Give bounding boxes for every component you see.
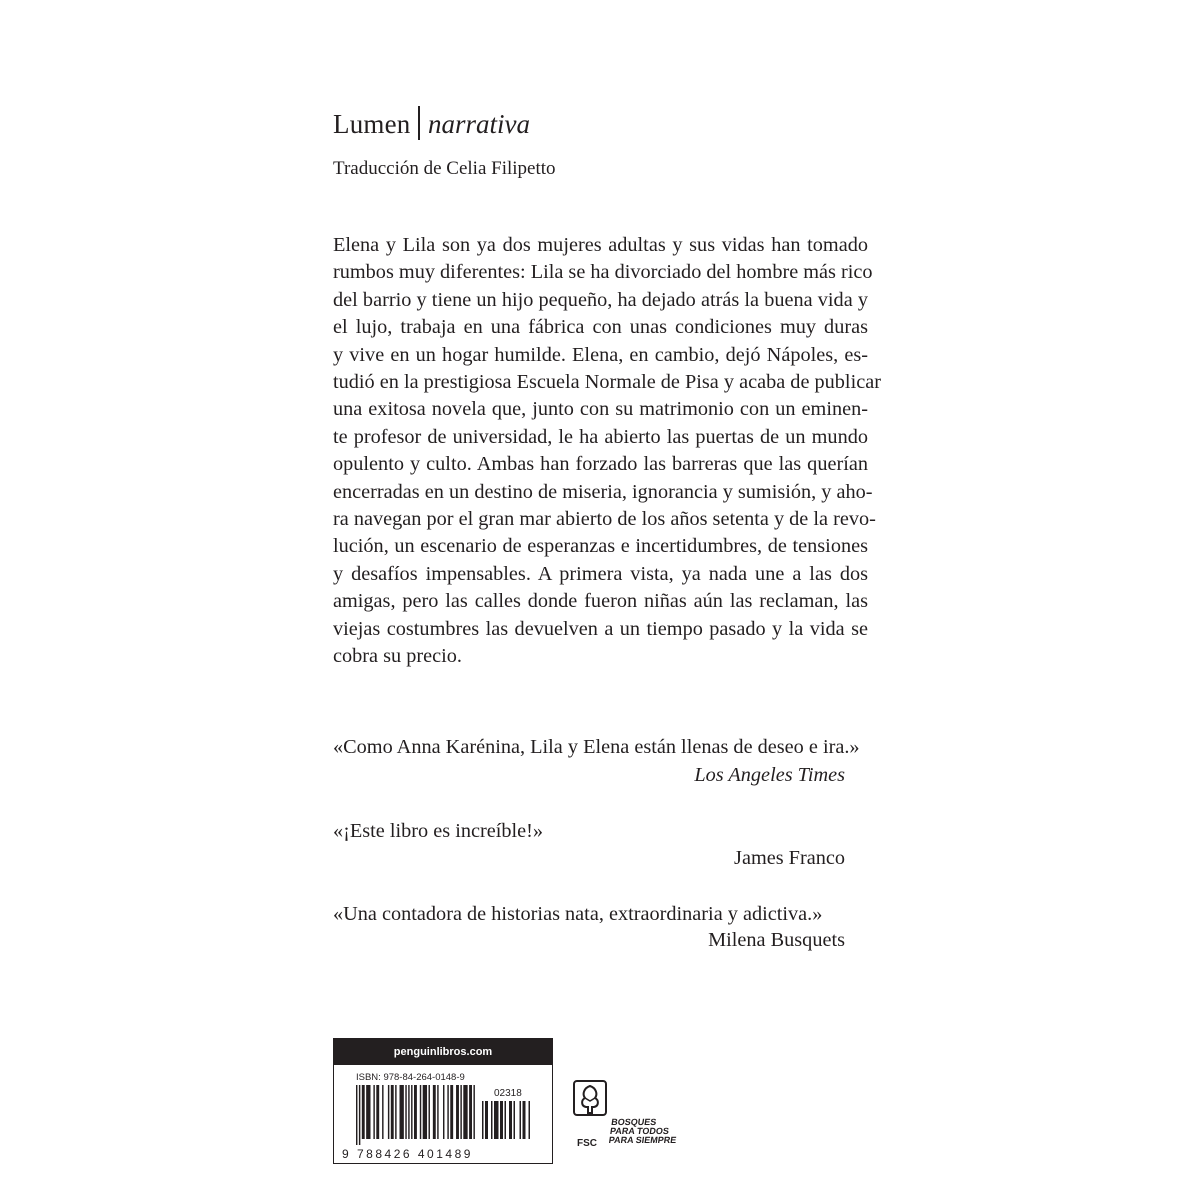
barcode-bar <box>456 1085 459 1139</box>
barcode-bars <box>356 1085 476 1147</box>
blurb-quote: «¡Este libro es increíble!» <box>333 820 544 842</box>
synopsis-line: Elena y Lila son ya dos mujeres adultas y sus vidas han tomado <box>333 234 868 256</box>
barcode-bar <box>529 1101 531 1139</box>
synopsis-line: ra navegan por el gran mar abierto de los años setenta y de la revo- <box>333 508 876 531</box>
synopsis-line: una exitosa novela que, junto con su matrimonio con un eminen- <box>333 398 868 421</box>
imprint <box>333 106 530 141</box>
barcode-bar <box>433 1085 436 1139</box>
synopsis-line: te profesor de universidad, le ha abierto las puertas de un mundo <box>333 425 868 448</box>
synopsis-line: lución, un escenario de esperanzas e incertidumbres, de tensiones <box>333 535 868 558</box>
barcode-bar <box>400 1085 404 1139</box>
barcode-bar <box>420 1085 421 1139</box>
barcode-bar <box>359 1085 360 1145</box>
barcode-bar <box>491 1101 493 1139</box>
barcode-bar <box>405 1085 406 1139</box>
barcode-bar <box>411 1085 412 1139</box>
synopsis-line: amigas, pero las calles donde fueron niñas aún las reclaman, las <box>333 590 868 613</box>
synopsis-line: del barrio y tiene un hijo pequeño, ha dejado atrás la buena vida y <box>333 288 868 311</box>
barcode-bar <box>443 1085 444 1139</box>
barcode-bar <box>520 1101 522 1139</box>
translator-credit: Traducción de Celia Filipetto <box>333 158 556 179</box>
barcode-bar <box>500 1101 503 1139</box>
synopsis-line: cobra su precio. <box>333 645 462 668</box>
synopsis-line: y desafíos impensables. A primera vista, ya nada une a las dos <box>333 562 868 585</box>
barcode-bar <box>366 1085 370 1139</box>
barcode-digits: 9 788426 401489 <box>342 1147 473 1161</box>
synopsis-line: viejas costumbres las devuelven a un tiempo pasado y la vida se <box>333 617 868 640</box>
barcode-bar <box>523 1101 526 1139</box>
barcode-box <box>333 1038 553 1164</box>
barcode-bar <box>382 1085 383 1139</box>
blurb-quote: «Una contadora de historias nata, extraordinaria y adictiva.» <box>333 903 823 925</box>
barcode-bar <box>423 1085 427 1139</box>
barcode-bar <box>485 1101 488 1139</box>
synopsis-line: tudió en la prestigiosa Escuela Normale de Pisa y acaba de publicar <box>333 371 881 394</box>
barcode-bar <box>482 1101 484 1139</box>
barcode-bar <box>514 1101 516 1139</box>
synopsis <box>333 232 881 671</box>
barcode-bar <box>376 1085 379 1139</box>
synopsis-line: el lujo, trabaja en una fábrica con unas condiciones muy duras <box>333 316 868 339</box>
barcode-bar <box>450 1085 453 1139</box>
fsc-tree-icon <box>573 1080 607 1138</box>
synopsis-line: opulento y culto. Ambas han forzado las barreras que las querían <box>333 453 868 476</box>
fsc-slogan: BOSQUES PARA TODOS PARA SIEMPRE <box>608 1117 678 1145</box>
barcode-bar <box>505 1101 507 1139</box>
barcode-bar <box>469 1085 472 1139</box>
barcode-bar <box>463 1085 467 1139</box>
barcode-bar <box>447 1085 448 1139</box>
barcode-bar <box>460 1085 461 1139</box>
blurb-source: James Franco <box>734 847 845 869</box>
synopsis-line: y vive en un hogar humilde. Elena, en cambio, dejó Nápoles, es- <box>333 343 868 366</box>
barcode-bar <box>388 1085 389 1139</box>
synopsis-line: rumbos muy diferentes: Lila se ha divorciado del hombre más rico <box>333 261 873 284</box>
barcode-bar <box>373 1085 374 1139</box>
isbn-label: ISBN: 978-84-264-0148-9 <box>356 1072 465 1083</box>
barcode-bar <box>429 1085 430 1139</box>
imprint-divider <box>418 106 420 140</box>
addon-code: 02318 <box>494 1088 522 1099</box>
blurb-quote: «Como Anna Karénina, Lila y Elena están llenas de deseo e ira.» <box>333 736 860 758</box>
barcode-bar <box>408 1085 409 1139</box>
fsc-label: FSC <box>577 1138 597 1149</box>
barcode-bar <box>391 1085 394 1139</box>
barcode-bar <box>362 1085 365 1139</box>
blurb-source: Los Angeles Times <box>694 764 845 786</box>
synopsis-line: encerradas en un destino de miseria, ignorancia y sumisión, y aho- <box>333 480 873 503</box>
barcode-bar <box>509 1101 512 1139</box>
barcode-bar <box>356 1085 357 1145</box>
publisher-website: penguinlibros.com <box>334 1039 552 1065</box>
collection-name: narrativa <box>427 109 530 139</box>
barcode-bar <box>437 1085 438 1139</box>
barcode-bar <box>473 1085 474 1139</box>
blurb-source: Milena Busquets <box>708 929 845 951</box>
addon-barcode-bars <box>482 1101 540 1147</box>
barcode-bar <box>395 1085 396 1139</box>
barcode-bar <box>414 1085 417 1139</box>
publisher-name: Lumen <box>333 109 411 139</box>
barcode-bar <box>494 1101 499 1139</box>
